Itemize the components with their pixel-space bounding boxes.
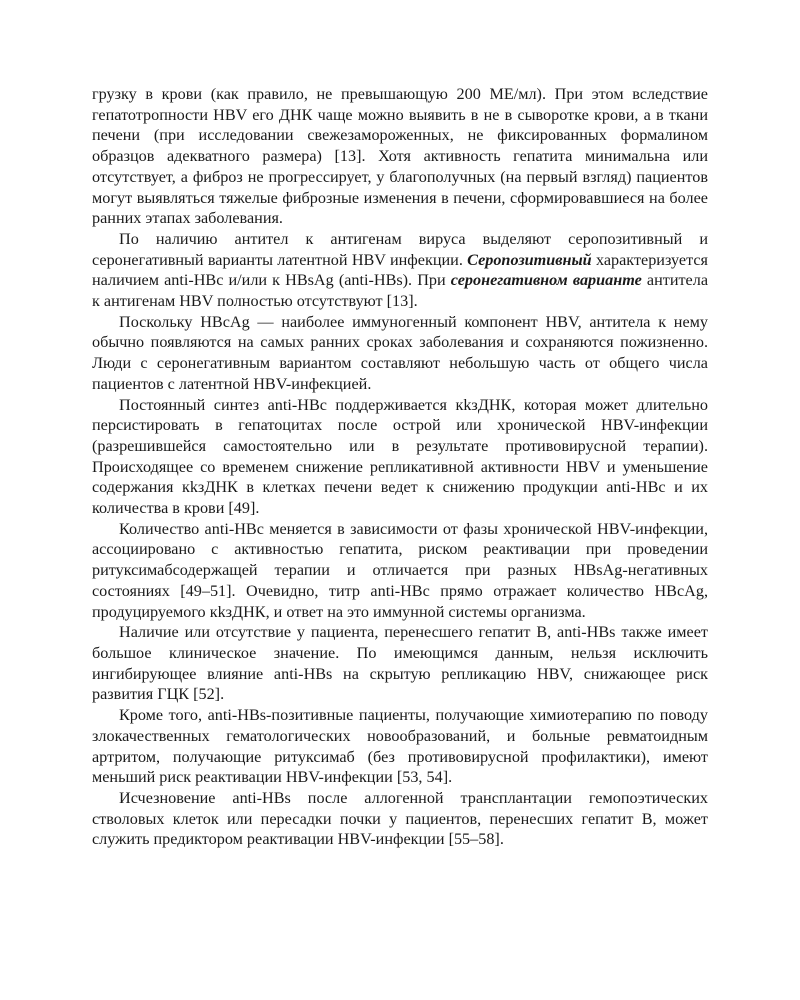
paragraph-5 <box>92 519 708 623</box>
paragraph-2-text-b: характеризуется наличием anti-HBc и/или к HBsAg (anti-HBs). При <box>92 250 708 290</box>
paragraph-8-text: Исчезновение anti-HBs после аллогенной трансплантации гемопоэтических стволовых клеток или пересадки почки у пациентов, перенесших гепатит В, может служить предиктором реактивации HBV-инфекции [55–58]. <box>92 788 708 849</box>
paragraph-7 <box>92 705 708 788</box>
term-seropositive: Серопозитивный <box>467 250 592 269</box>
paragraph-6-text: Наличие или отсутствие у пациента, перенесшего гепатит В, anti-HBs также имеет большое клиническое значение. По имеющимся данным, нельзя исключить ингибирующее влияние anti-HBs на скрытую репликацию HBV, снижающее риск развития ГЦК [52]. <box>92 623 708 704</box>
paragraph-1 <box>92 84 708 229</box>
paragraph-2-text-a: По наличию антител к антигенам вируса выделяют серопозитивный и серонегативный варианты латентной HBV инфекции. <box>92 229 708 269</box>
paragraph-7-text: Кроме того, anti-HBs-позитивные пациенты, получающие химиотерапию по поводу злокачественных гематологических новообразований, и больные ревматоидным артритом, получающие ритуксимаб (без противовирусной профилактики), имеют меньший риск реактивации HBV-инфекции [53, 54]. <box>92 706 708 787</box>
paragraph-4-text: Постоянный синтез anti-HBc поддерживается кkзДНК, которая может длительно персистировать в гепатоцитах после острой или хронической HBV-инфекции (разрешившейся самостоятельно или в результате противовирусной терапии). Происходящее со временем снижение репликативной активности HBV и уменьшение содержания кkзДНК в клетках печени ведет к снижению продукции anti-HBc и их количества в крови [49]. <box>92 395 708 518</box>
paragraph-8 <box>92 788 708 850</box>
paragraph-3 <box>92 312 708 395</box>
document-page <box>92 84 708 850</box>
paragraph-2 <box>92 229 708 312</box>
paragraph-4 <box>92 395 708 519</box>
paragraph-2-text-c: антитела к антигенам HBV полностью отсутствуют [13]. <box>92 271 709 311</box>
paragraph-1-text: грузку в крови (как правило, не превышающую 200 МЕ/мл). При этом вследствие гепатотропности HBV его ДНК чаще можно выявить в не в сыворотке крови, а в ткани печени (при исследовании свежезамороженных, не фиксированных формалином образцов адекватного размера) [13]. Хотя активность гепатита минимальна или отсутствует, а фиброз не прогрессирует, у благополучных (на первый взгляд) пациентов могут выявляться тяжелые фиброзные изменения в печени, сформировавшиеся на более ранних этапах заболевания. <box>92 85 708 228</box>
paragraph-6 <box>92 622 708 705</box>
paragraph-3-text: Поскольку HBcAg — наиболее иммуногенный компонент HBV, антитела к нему обычно появляются на самых ранних сроках заболевания и сохраняются пожизненно. Люди с серонегативным вариантом составляют небольшую часть от общего числа пациентов с латентной HBV-инфекцией. <box>92 312 708 393</box>
paragraph-5-text: Количество anti-HBc меняется в зависимости от фазы хронической HBV-инфекции, ассоциировано с активностью гепатита, риском реактивации при проведении ритуксимабсодержащей терапии и отличается при разных HBsAg-негативных состояниях [49–51]. Очевидно, титр anti-HBc прямо отражает количество HBcAg, продуцируемого кkзДНК, и ответ на это иммунной системы организма. <box>92 519 708 621</box>
term-seronegative-variant: серонегативном варианте <box>450 271 642 290</box>
